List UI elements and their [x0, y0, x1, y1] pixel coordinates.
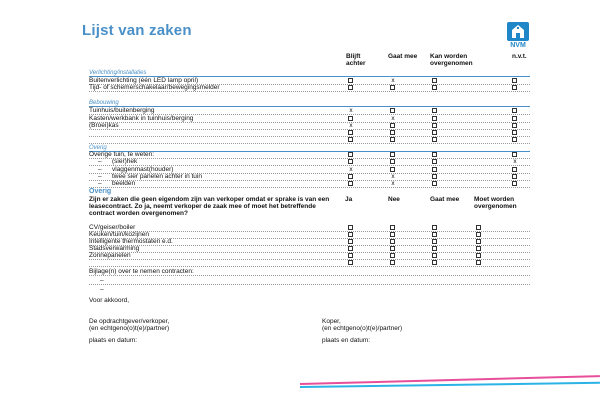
- checkbox[interactable]: [390, 108, 395, 113]
- checkbox[interactable]: [476, 253, 481, 258]
- seller-partner-label: (en echtgeno(o)t(e)/partner): [89, 325, 170, 332]
- checkbox[interactable]: [348, 152, 353, 157]
- checkbox[interactable]: [432, 116, 437, 121]
- check-mark-x[interactable]: x: [349, 106, 353, 114]
- checkbox[interactable]: [348, 246, 353, 251]
- checkbox[interactable]: [512, 174, 517, 179]
- check-mark-x[interactable]: x: [391, 179, 395, 187]
- checkbox[interactable]: [348, 239, 353, 244]
- checkbox[interactable]: [432, 108, 437, 113]
- column-header: Kan worden overgenomen: [430, 53, 473, 67]
- section-heading: Overig: [89, 145, 107, 151]
- buyer-label: Koper,: [322, 318, 341, 325]
- buyer-place-date: plaats en datum:: [322, 337, 371, 344]
- row-rule: [89, 180, 530, 181]
- section-rule: [89, 151, 530, 152]
- column-header: Nee: [388, 196, 400, 203]
- check-mark-x[interactable]: x: [349, 121, 353, 129]
- checkbox[interactable]: [432, 159, 437, 164]
- row-rule: [89, 122, 530, 123]
- checkbox[interactable]: [512, 130, 517, 135]
- nvm-house-icon: [507, 22, 529, 41]
- checkbox[interactable]: [432, 232, 437, 237]
- item-label: (sier)hek: [112, 158, 138, 165]
- checkbox[interactable]: [432, 181, 437, 186]
- checkbox[interactable]: [432, 253, 437, 258]
- lease-item-label: Keuken/tuin/kozijnen: [89, 231, 149, 238]
- checkbox[interactable]: [432, 174, 437, 179]
- checkbox[interactable]: [512, 181, 517, 186]
- row-rule: [89, 158, 530, 159]
- checkbox[interactable]: [348, 225, 353, 230]
- checkbox[interactable]: [390, 232, 395, 237]
- check-mark-x[interactable]: x: [391, 114, 395, 122]
- section-heading: Verlichting/installaties: [89, 70, 147, 76]
- checkbox[interactable]: [390, 152, 395, 157]
- row-rule: [89, 266, 530, 267]
- row-rule: [89, 129, 530, 130]
- check-mark-x[interactable]: x: [391, 76, 395, 84]
- checkbox[interactable]: [390, 85, 395, 90]
- column-header: Ja: [345, 196, 353, 203]
- bijlage-dash-2: –: [100, 286, 104, 293]
- list-dash: –: [98, 158, 102, 165]
- list-dash: –: [98, 173, 102, 180]
- item-label: Tuinhuis/buitenberging: [89, 107, 155, 114]
- checkbox[interactable]: [390, 167, 395, 172]
- checkbox[interactable]: [390, 225, 395, 230]
- checkbox[interactable]: [512, 78, 517, 83]
- check-mark-x[interactable]: x: [349, 165, 353, 173]
- list-dash: –: [98, 180, 102, 187]
- checkbox[interactable]: [390, 253, 395, 258]
- item-label: twee sier panelen achter in tuin: [112, 173, 202, 180]
- column-header: Gaat mee: [430, 196, 460, 203]
- checkbox[interactable]: [476, 232, 481, 237]
- check-mark-x[interactable]: x: [513, 157, 517, 165]
- checkbox[interactable]: [348, 174, 353, 179]
- checkbox[interactable]: [390, 260, 395, 265]
- checkbox[interactable]: [432, 239, 437, 244]
- checkbox[interactable]: [390, 246, 395, 251]
- bijlage-dash-1: –: [100, 277, 104, 284]
- checkbox[interactable]: [390, 159, 395, 164]
- seller-label: De opdrachtgever/verkoper,: [89, 318, 170, 325]
- column-header: Moet worden overgenomen: [474, 196, 517, 210]
- row-rule: [89, 231, 530, 232]
- column-header: Gaat mee: [388, 53, 418, 60]
- checkbox[interactable]: [512, 123, 517, 128]
- checkbox[interactable]: [348, 232, 353, 237]
- row-rule: [89, 187, 530, 188]
- checkbox[interactable]: [512, 85, 517, 90]
- checkbox[interactable]: [512, 152, 517, 157]
- lease-item-label: Stadsverwarming: [89, 245, 140, 252]
- checkbox[interactable]: [512, 116, 517, 121]
- column-header: n.v.t.: [512, 53, 527, 60]
- checkbox[interactable]: [432, 167, 437, 172]
- item-label: (Broei)kas: [89, 122, 119, 129]
- bijlage-rule: [89, 284, 530, 285]
- section-rule: [89, 106, 530, 107]
- checkbox[interactable]: [476, 225, 481, 230]
- check-mark-x[interactable]: x: [391, 172, 395, 180]
- bijlage-label: Bijlage(n) over te nemen contracten:: [89, 268, 194, 275]
- checkbox[interactable]: [348, 85, 353, 90]
- lease-item-label: CV/geiser/boiler: [89, 224, 136, 231]
- checkbox[interactable]: [390, 239, 395, 244]
- section-heading: Overig: [89, 188, 112, 195]
- bijlage-rule: [89, 275, 530, 276]
- checkbox[interactable]: [512, 108, 517, 113]
- lease-item-label: Zonnepanelen: [89, 252, 131, 259]
- checkbox[interactable]: [432, 260, 437, 265]
- lease-item-label: Intelligente thermostaten e.d.: [89, 238, 173, 245]
- item-label: beelden: [112, 180, 136, 187]
- checkbox[interactable]: [348, 253, 353, 258]
- row-rule: [89, 143, 530, 144]
- checkbox[interactable]: [432, 123, 437, 128]
- page-title: Lijst van zaken: [82, 22, 192, 39]
- checkbox[interactable]: [512, 137, 517, 142]
- row-rule: [89, 252, 530, 253]
- row-rule: [89, 91, 530, 92]
- checkbox[interactable]: [432, 137, 437, 142]
- nvm-logo-text: NVM: [510, 42, 526, 49]
- seller-place-date: plaats en datum:: [89, 337, 138, 344]
- checkbox[interactable]: [432, 85, 437, 90]
- item-label: Tijd- of schemerschakelaar/bewegingsmelder: [89, 84, 220, 91]
- item-label: Kasten/werkbank in tuinhuis/berging: [89, 115, 194, 122]
- checkbox[interactable]: [476, 246, 481, 251]
- checkbox[interactable]: [348, 78, 353, 83]
- item-label: Overige tuin, te weten:: [89, 151, 155, 158]
- row-rule: [89, 245, 530, 246]
- checkbox[interactable]: [348, 137, 353, 142]
- section-heading: Bebouwing: [89, 100, 119, 106]
- lease-question: Zijn er zaken die geen eigendom zijn van verkoper omdat er sprake is van een leasecontract. Zo ja, neemt verkoper de zaak mee of moet het betreffende contract worden overgenomen?: [89, 196, 330, 217]
- checkbox[interactable]: [432, 78, 437, 83]
- checkbox[interactable]: [476, 260, 481, 265]
- list-dash: –: [98, 166, 102, 173]
- row-rule: [89, 259, 530, 260]
- checkbox[interactable]: [348, 159, 353, 164]
- checkbox[interactable]: [432, 130, 437, 135]
- item-label: Buitenverlichting (één LED lamp opril): [89, 77, 199, 84]
- checkbox[interactable]: [390, 137, 395, 142]
- row-rule: [89, 136, 530, 137]
- column-header: Blijft achter: [346, 53, 366, 67]
- checkbox[interactable]: [432, 246, 437, 251]
- checkbox[interactable]: [512, 167, 517, 172]
- checkbox[interactable]: [348, 181, 353, 186]
- checkbox[interactable]: [390, 123, 395, 128]
- akkoord-text: Voor akkoord,: [89, 297, 130, 304]
- item-label: vlaggenmast(houder): [112, 166, 174, 173]
- buyer-partner-label: (en echtgeno(o)t(e)/partner): [322, 325, 403, 332]
- nvm-logo: [507, 22, 529, 52]
- checkbox[interactable]: [432, 152, 437, 157]
- checkbox[interactable]: [348, 260, 353, 265]
- checkbox[interactable]: [348, 116, 353, 121]
- checkbox[interactable]: [432, 225, 437, 230]
- checkbox[interactable]: [476, 239, 481, 244]
- checkbox[interactable]: [390, 130, 395, 135]
- checkbox[interactable]: [348, 130, 353, 135]
